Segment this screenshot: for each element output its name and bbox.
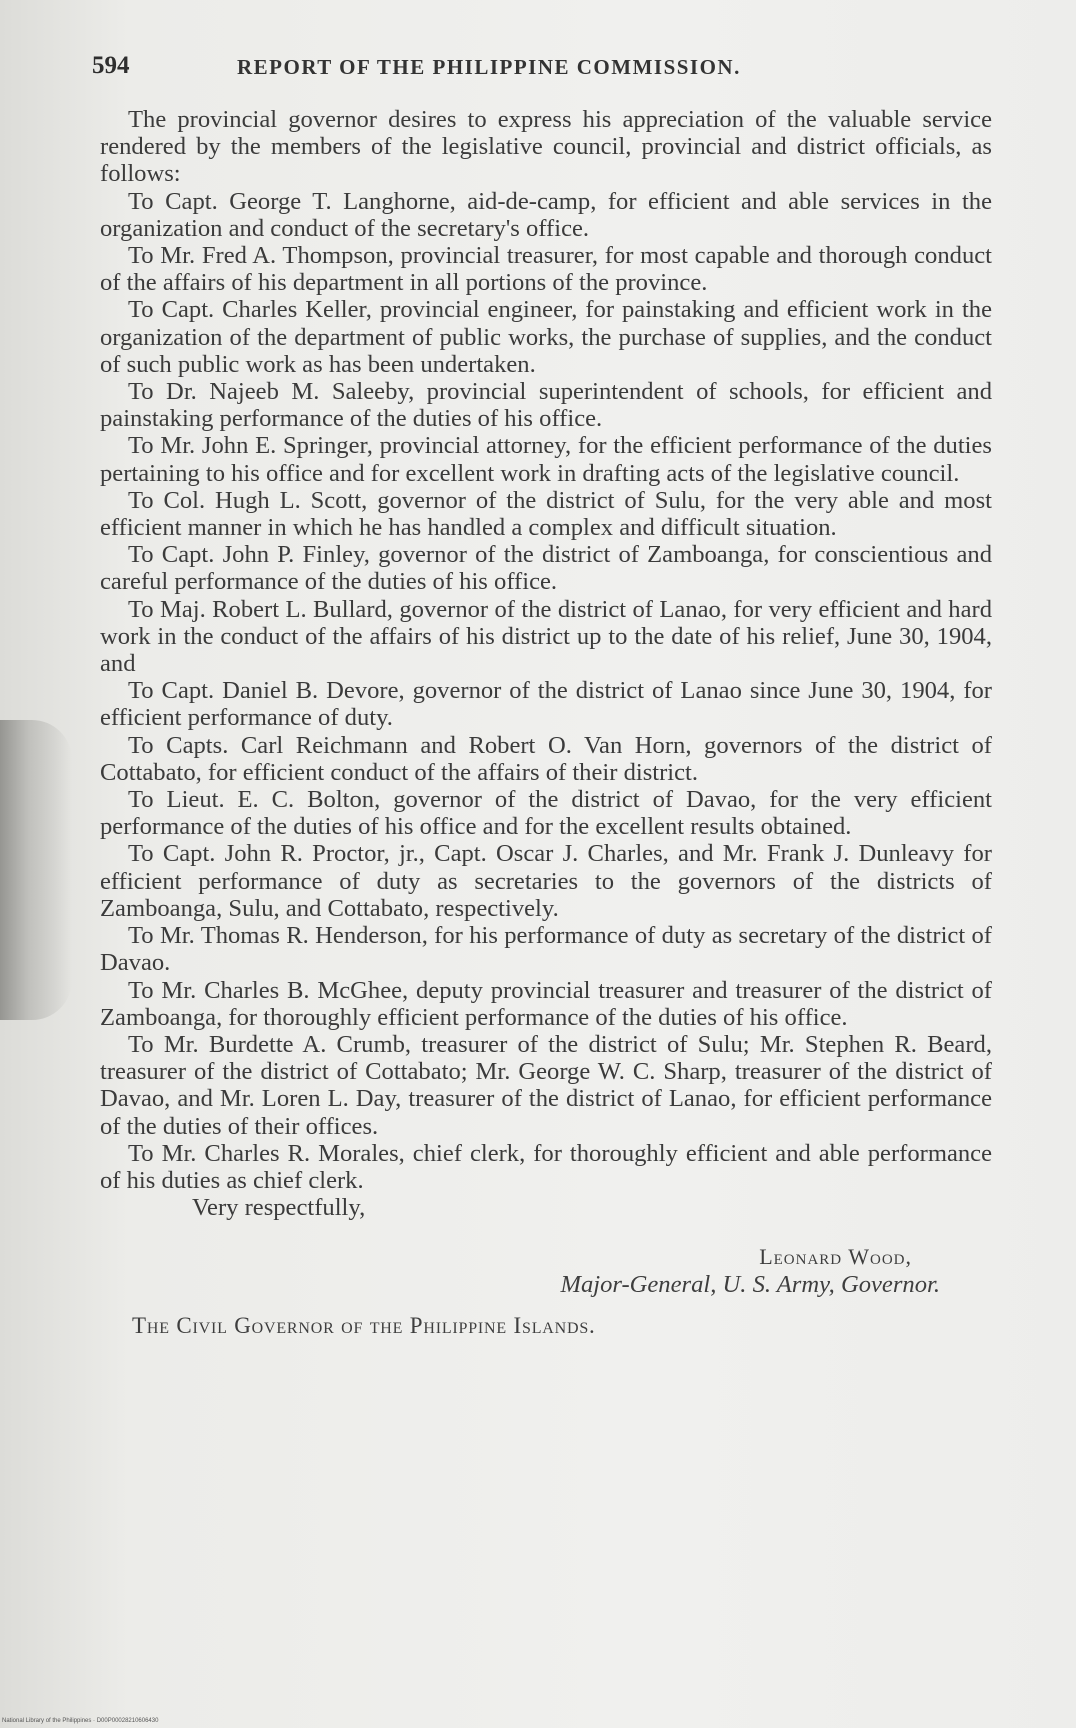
binding-shadow <box>0 720 72 1020</box>
commendation-paragraph: To Dr. Najeeb M. Saleeby, provincial superintendent of schools, for efficient and painstaking performance of the duties of his office. <box>100 378 992 433</box>
commendation-paragraph: To Maj. Robert L. Bullard, governor of the district of Lanao, for very efficient and hard work in the conduct of the affairs of his district up to the date of his relief, June 30, 1904, and <box>100 595 992 678</box>
commendation-paragraph: To Capt. George T. Langhorne, aid-de-camp, for efficient and able services in the organization and conduct of the secretary's office. <box>100 187 992 242</box>
commendation-paragraph: To Mr. John E. Springer, provincial attorney, for the efficient performance of the duties pertaining to his office and for excellent work in drafting acts of the legislative council. <box>100 432 992 487</box>
running-header <box>92 52 952 88</box>
commendation-paragraph: To Mr. Burdette A. Crumb, treasurer of the district of Sulu; Mr. Stephen R. Beard, treasurer of the district of Cottabato; Mr. George W. C. Sharp, treasurer of the district of Davao, and Mr. Loren L. Day, treasurer of the district of Lanao, for efficient performance of the duties of their offices. <box>100 1030 992 1140</box>
commendation-paragraph: To Mr. Fred A. Thompson, provincial treasurer, for most capable and thorough conduct of the affairs of his department in all portions of the province. <box>100 242 992 297</box>
commendation-paragraph: To Capt. John P. Finley, governor of the district of Zamboanga, for conscientious and careful performance of the duties of his office. <box>100 541 992 596</box>
commendation-paragraph: To Col. Hugh L. Scott, governor of the district of Sulu, for the very able and most efficient manner in which he has handled a complex and difficult situation. <box>100 486 992 542</box>
report-body <box>100 106 992 1341</box>
page-number: 594 <box>92 52 130 79</box>
commendation-paragraph: To Capt. John R. Proctor, jr., Capt. Oscar J. Charles, and Mr. Frank J. Dunleavy for efficient performance of duty as secretaries to the governors of the districts of Zamboanga, Sulu, and Cottabato, respectively. <box>100 840 992 922</box>
running-title: REPORT OF THE PHILIPPINE COMMISSION. <box>237 55 741 79</box>
commendation-paragraph: To Mr. Charles R. Morales, chief clerk, for thoroughly efficient and able performance of his duties as chief clerk. <box>100 1139 992 1194</box>
commendation-paragraph: To Lieut. E. C. Bolton, governor of the district of Davao, for the very efficient performance of the duties of his office and for the excellent results obtained. <box>100 786 992 841</box>
commendation-paragraph: To Capt. Daniel B. Devore, governor of the district of Lanao since June 30, 1904, for efficient performance of duty. <box>100 677 992 732</box>
signer-name: Leonard Wood, <box>759 1244 912 1270</box>
scan-footer-note: National Library of the Philippines · D00P00028210606430 <box>2 1718 159 1724</box>
closing-salutation: Very respectfully, <box>192 1194 366 1222</box>
intro-paragraph: The provincial governor desires to express his appreciation of the valuable service rendered by the members of the legislative council, provincial and district officials, as follows: <box>100 106 992 188</box>
commendation-paragraph: To Capts. Carl Reichmann and Robert O. Van Horn, governors of the district of Cottabato, for efficient conduct of the affairs of their district. <box>100 731 992 786</box>
signer-title: Major-General, U. S. Army, Governor. <box>560 1271 940 1299</box>
commendation-paragraph: To Capt. Charles Keller, provincial engineer, for painstaking and efficient work in the organization of the department of public works, the purchase of supplies, and the conduct of such public work as has been undertaken. <box>100 296 992 378</box>
commendation-paragraph: To Mr. Charles B. McGhee, deputy provincial treasurer and treasurer of the district of Zamboanga, for thoroughly efficient performance of the duties of his office. <box>100 976 992 1031</box>
commendation-paragraph: To Mr. Thomas R. Henderson, for his performance of duty as secretary of the district of Davao. <box>100 922 992 977</box>
addressee: The Civil Governor of the Philippine Islands. <box>132 1313 596 1339</box>
